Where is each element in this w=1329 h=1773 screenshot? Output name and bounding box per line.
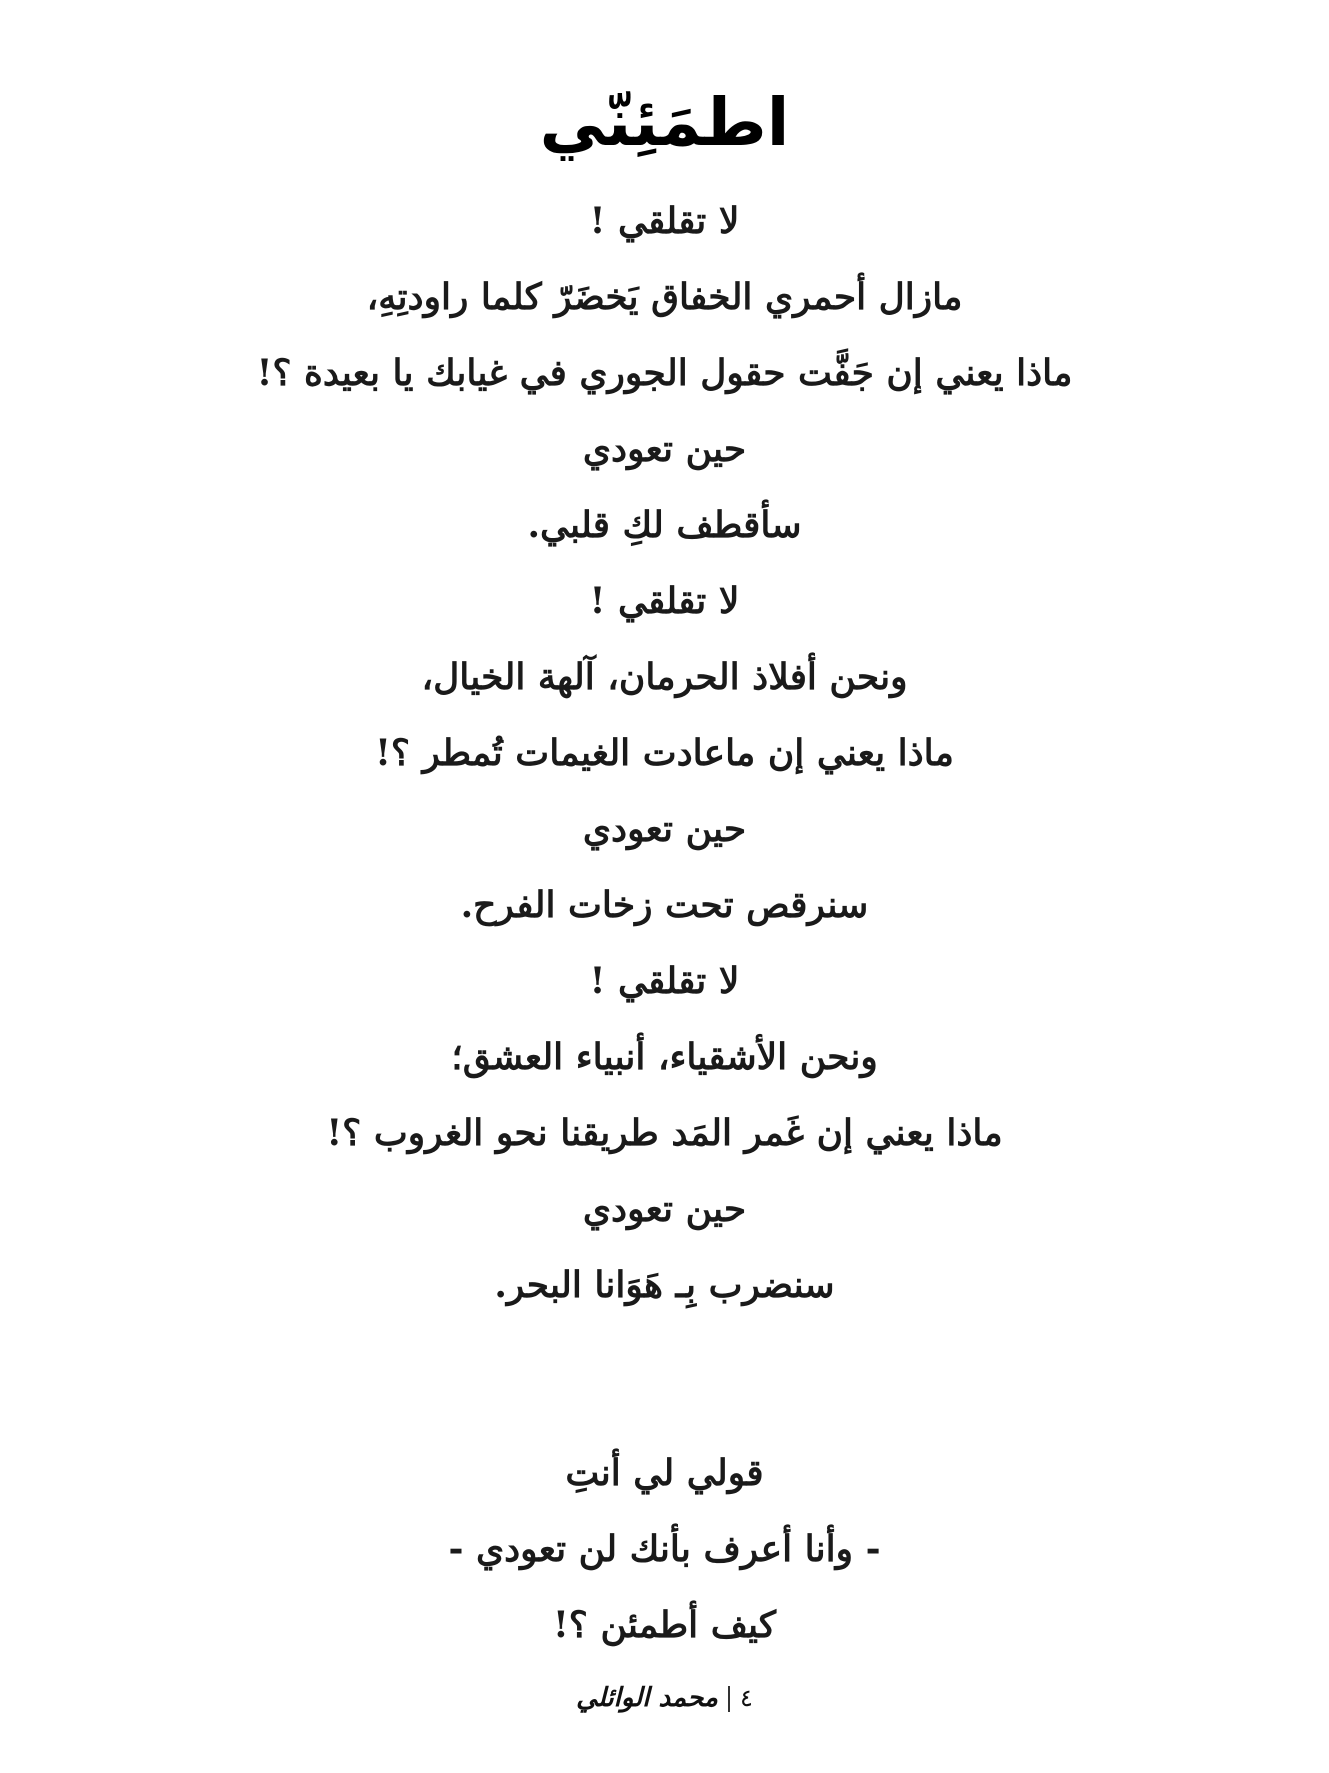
poem-line: سنضرب بِـ هَوَانا البحر. [494, 1264, 835, 1306]
poem-line: ماذا يعني إن غَمر المَد طريقنا نحو الغروب ؟! [326, 1112, 1003, 1154]
poem-line: لا تقلقي ! [589, 580, 740, 622]
poem-line: لا تقلقي ! [589, 960, 740, 1002]
page-footer [0, 1678, 1329, 1718]
poem-line: ونحن الأشقياء، أنبياء العشق؛ [451, 1036, 878, 1078]
poem-body [0, 183, 1329, 1323]
poem-line: ماذا يعني إن جَفَّت حقول الجوري في غيابك يا بعيدة ؟! [256, 352, 1073, 394]
poem-line: مازال أحمري الخفاق يَخضَرّ كلما راودتِهِ، [366, 276, 963, 318]
coda-line: - وأنا أعرف بأنك لن تعودي - [448, 1528, 881, 1570]
coda-line: قولي لي أنتِ [565, 1452, 764, 1494]
poem-line: حين تعودي [582, 1188, 747, 1230]
poem-line: لا تقلقي ! [589, 200, 740, 242]
poem-line: سأقطف لكِ قلبي. [527, 504, 802, 546]
poem-line: حين تعودي [582, 808, 747, 850]
author-name: محمد الوائلي [576, 1683, 718, 1713]
poem-line: ونحن أفلاذ الحرمان، آلهة الخيال، [421, 656, 908, 698]
poem-line: ماذا يعني إن ماعادت الغيمات تُمطر ؟! [375, 732, 954, 774]
poem-coda [0, 1435, 1329, 1663]
page-number: ٤ [739, 1684, 753, 1712]
coda-line: كيف أطمئن ؟! [553, 1604, 776, 1646]
poem-title: اطمَئِنّي [539, 84, 790, 161]
poem-line: سنرقص تحت زخات الفرح. [460, 884, 869, 926]
poem-line: حين تعودي [582, 428, 747, 470]
footer-divider [728, 1686, 730, 1712]
